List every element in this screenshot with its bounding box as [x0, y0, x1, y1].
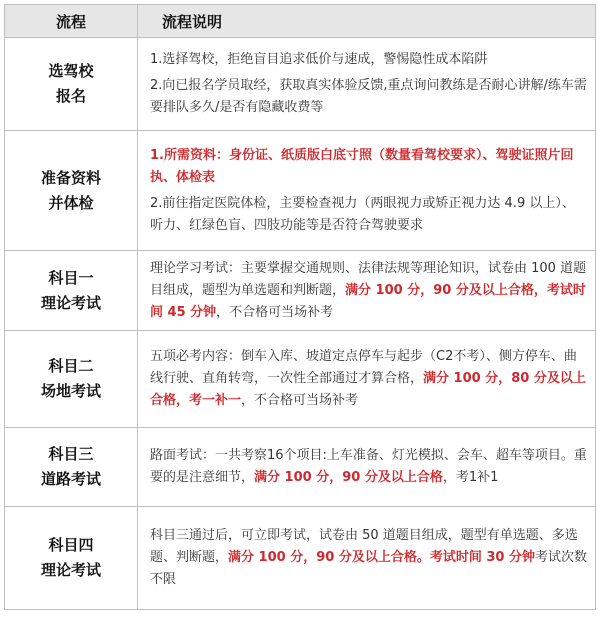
description-text: ，不合格可当场补考: [241, 393, 359, 409]
description-text: 路面考试：一共考察16个项目:上车准备、灯光模拟、会车、超车等项目。重要的是注意细节，: [150, 447, 587, 485]
description-text: 理论学习考试：主要掌握交通规则、法律法规等理论知识，试卷由 100 道题目组成，题型为单选题和判断题，: [150, 260, 587, 298]
stage-label: 准备资料: [40, 168, 101, 187]
stage-cell: [5, 38, 138, 131]
table-row: [5, 251, 596, 331]
process-table: [4, 4, 596, 610]
stage-label: 科目一: [48, 268, 94, 287]
header-description: 流程说明: [138, 5, 596, 38]
description-paragraph: [150, 193, 587, 237]
description-cell: [138, 428, 596, 506]
description-paragraph: [150, 145, 587, 189]
description-cell: [138, 331, 596, 428]
stage-cell: [5, 506, 138, 609]
table-row: [5, 331, 596, 428]
table-row: [5, 506, 596, 609]
description-cell: [138, 251, 596, 331]
description-text: 1.选择驾校，拒绝盲目追求低价与速成，警惕隐性成本陷阱: [150, 51, 488, 67]
header-row: [5, 5, 596, 38]
stage-label: 理论考试: [40, 560, 101, 579]
table-row: [5, 38, 596, 131]
description-cell: [138, 130, 596, 250]
stage-label: 场地考试: [40, 382, 101, 401]
stage-cell: [5, 130, 138, 250]
highlight-text: 1.所需资料：身份证、纸质版白底寸照（数量看驾校要求）、驾驶证照片回执、体检表: [150, 147, 574, 185]
stage-cell: [5, 428, 138, 506]
description-cell: [138, 38, 596, 131]
highlight-text: 满分 100 分，90 分及以上合格。考试时间 30 分钟: [228, 549, 535, 565]
table-row: [5, 130, 596, 250]
description-text: ，考1补1: [442, 469, 499, 485]
stage-label: 科目二: [48, 357, 94, 376]
description-text: 考试次数不限: [150, 549, 587, 587]
stage-label: 理论考试: [40, 293, 101, 312]
stage-label: 道路考试: [40, 469, 101, 488]
header-stage: 流程: [5, 5, 138, 38]
highlight-text: 满分 100 分，90 分及以上合格，考试时间 45 分钟: [150, 282, 586, 320]
stage-cell: [5, 331, 138, 428]
description-paragraph: [150, 346, 587, 412]
stage-label: 并体检: [48, 193, 94, 212]
stage-label: 科目三: [48, 444, 94, 463]
highlight-text: 满分 100 分，90 分及以上合格: [254, 469, 443, 485]
description-text: 2.向已报名学员取经，获取真实体验反馈,重点询问教练是否耐心讲解/练车需要排队多久/是否有隐藏收费等: [150, 77, 587, 115]
stage-cell: [5, 251, 138, 331]
stage-label: 科目四: [48, 535, 94, 554]
description-paragraph: [150, 525, 587, 591]
description-text: 2.前往指定医院体检，主要检查视力（两眼视力或矫正视力达 4.9 以上）、听力、红绿色盲、四肢功能等是否符合驾驶要求: [150, 195, 575, 233]
description-text: ，不合格可当场补考: [216, 304, 334, 320]
description-cell: [138, 506, 596, 609]
description-text: 科目三通过后，可立即考试，试卷由 50 道题目组成，题型有单选题、多选题、判断题，: [150, 527, 578, 565]
table-row: [5, 428, 596, 506]
description-paragraph: [150, 75, 587, 119]
stage-label: 选驾校: [48, 61, 94, 80]
description-paragraph: [150, 49, 587, 71]
stage-label: 报名: [55, 86, 86, 105]
description-paragraph: [150, 445, 587, 489]
highlight-text: 满分 100 分，80 分及以上合格，考一补一: [150, 371, 586, 409]
description-paragraph: [150, 258, 587, 324]
description-text: 五项必考内容：倒车入库、坡道定点停车与起步（C2不考）、侧方停车、曲线行驶、直角转弯，一次性全部通过才算合格，: [150, 349, 577, 387]
